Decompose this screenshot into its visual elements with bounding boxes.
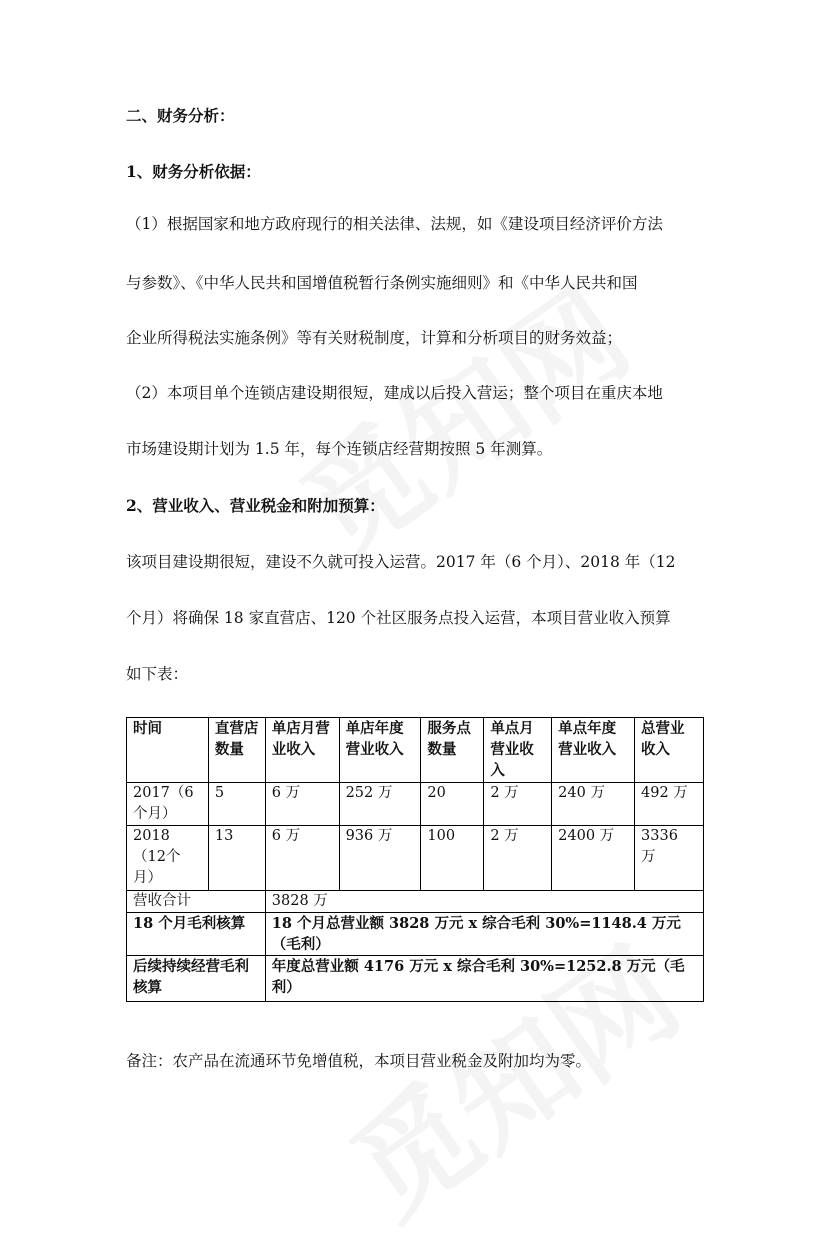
margin18-value: 18 个月总营业额 3828 万元 x 综合毛利 30%=1148.4 万元（毛利） bbox=[265, 913, 703, 956]
table-margin18-row bbox=[127, 913, 704, 956]
table-ongoing-row bbox=[127, 956, 704, 1002]
table-row bbox=[127, 826, 704, 891]
section-title: 二、财务分析： bbox=[126, 106, 235, 125]
margin18-label: 18 个月毛利核算 bbox=[127, 913, 266, 956]
cell: 6 万 bbox=[265, 826, 339, 891]
cell: 252 万 bbox=[339, 783, 421, 826]
cell: 5 bbox=[208, 783, 265, 826]
total-value: 3828 万 bbox=[265, 891, 703, 913]
cell: 3336 万 bbox=[635, 826, 704, 891]
cell-time: 2017（6个月） bbox=[127, 783, 209, 826]
para2-line-1: （2）本项目单个连锁店建设期很短，建成以后投入营运；整个项目在重庆本地 bbox=[126, 384, 663, 402]
total-label: 营收合计 bbox=[127, 891, 266, 913]
para1-line-1: （1）根据国家和地方政府现行的相关法律、法规，如《建设项目经济评价方法 bbox=[126, 215, 663, 233]
footnote: 备注：农产品在流通环节免增值税，本项目营业税金及附加均为零。 bbox=[126, 1052, 592, 1070]
header-time: 时间 bbox=[127, 718, 209, 783]
para3-line-1: 该项目建设期很短，建设不久就可投入运营。2017 年（6 个月）、2018 年（12 bbox=[126, 553, 676, 571]
table-row bbox=[127, 783, 704, 826]
cell: 936 万 bbox=[339, 826, 421, 891]
para3-line-2: 个月）将确保 18 家直营店、120 个社区服务点投入运营，本项目营业收入预算 bbox=[126, 609, 671, 627]
cell: 100 bbox=[421, 826, 484, 891]
ongoing-value: 年度总营业额 4176 万元 x 综合毛利 30%=1252.8 万元（毛利） bbox=[265, 956, 703, 1002]
header-point-annual: 单点年度营业收入 bbox=[552, 718, 635, 783]
cell-time: 2018（12个月） bbox=[127, 826, 209, 891]
cell: 240 万 bbox=[552, 783, 635, 826]
revenue-table bbox=[126, 717, 704, 1002]
header-direct-stores: 直营店数量 bbox=[208, 718, 265, 783]
table-total-row bbox=[127, 891, 704, 913]
cell: 6 万 bbox=[265, 783, 339, 826]
cell: 13 bbox=[208, 826, 265, 891]
cell: 20 bbox=[421, 783, 484, 826]
header-point-monthly: 单点月营业收入 bbox=[484, 718, 552, 783]
cell: 2400 万 bbox=[552, 826, 635, 891]
ongoing-label: 后续持续经营毛利核算 bbox=[127, 956, 266, 1002]
header-store-monthly: 单店月营业收入 bbox=[265, 718, 339, 783]
para3-line-3: 如下表： bbox=[126, 665, 189, 683]
table-header-row bbox=[127, 718, 704, 783]
header-total: 总营业收入 bbox=[635, 718, 704, 783]
para1-line-3: 企业所得税法实施条例》等有关财税制度，计算和分析项目的财务效益； bbox=[126, 329, 623, 347]
cell: 492 万 bbox=[635, 783, 704, 826]
cell: 2 万 bbox=[484, 826, 552, 891]
subsection-1-title: 1、财务分析依据： bbox=[126, 162, 261, 181]
watermark-upper bbox=[263, 242, 657, 589]
header-service-points: 服务点数量 bbox=[421, 718, 484, 783]
subsection-2-title: 2、营业收入、营业税金和附加预算： bbox=[126, 496, 385, 515]
para2-line-2: 市场建设期计划为 1.5 年，每个连锁店经营期按照 5 年测算。 bbox=[126, 440, 553, 458]
header-store-annual: 单店年度营业收入 bbox=[339, 718, 421, 783]
para1-line-2: 与参数》、《中华人民共和国增值税暂行条例实施细则》和《中华人民共和国 bbox=[126, 274, 638, 292]
cell: 2 万 bbox=[484, 783, 552, 826]
